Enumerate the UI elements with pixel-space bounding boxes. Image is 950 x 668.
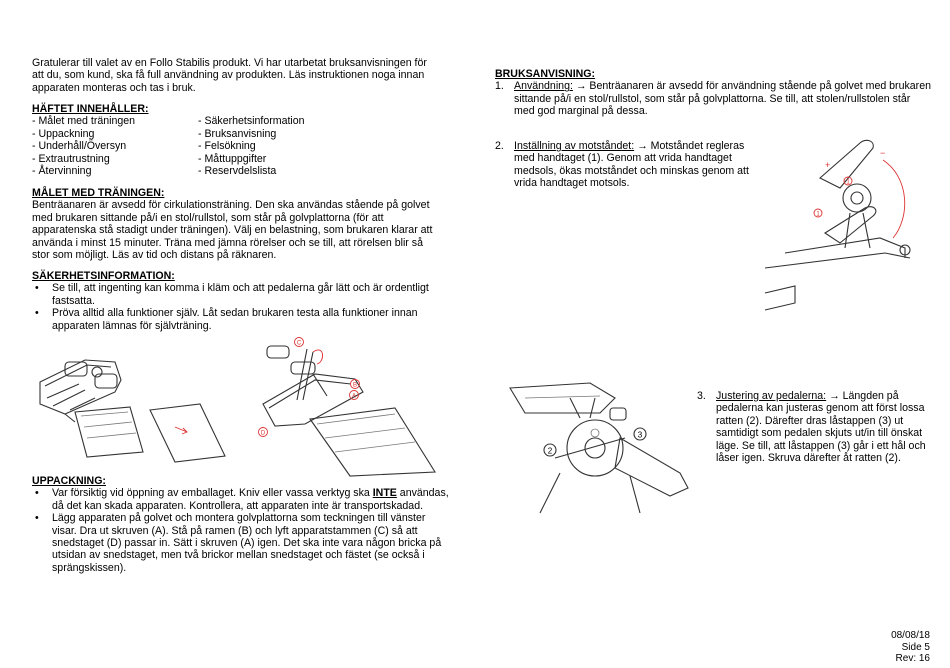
figure-assembly [255, 334, 445, 479]
unpacking-item: • Lägg apparaten på golvet och montera golvplattorna som teckningen till vänster visar. Dra ut skruven (A). Stå på ramen (B) och lyft apparatstammen (C) så att snedstaget (D) passar in. Sätt i skruven (A) igen. Det ska inte vara någon bricka på utsidan av snedstaget, men två brickor mellan snedstaget och fästet (se också i sprängskissen). [32, 512, 452, 574]
floor-plate-left [75, 407, 143, 457]
pedal-groove [525, 396, 600, 398]
contents-item: - Bruksanvisning [198, 127, 277, 140]
knob [610, 408, 626, 420]
callout-3 [634, 428, 646, 440]
goal-heading: MÅLET MED TRÄNINGEN: [32, 187, 165, 199]
unpacking-heading: UPPACKNING: [32, 475, 106, 487]
rotation-arrow-icon [313, 350, 323, 364]
intro-text [32, 57, 440, 94]
safety-section [32, 270, 432, 332]
step-2-text: Motståndet regleras med handtaget (1). Genom att vrida handtaget medsols, ökas motståndet och minskas genom att vrida handtaget motsols. [514, 140, 749, 190]
pedal-arm [570, 398, 595, 418]
crank-hub [92, 367, 102, 377]
plate-hatch [317, 414, 415, 452]
unpacking-section [32, 475, 452, 574]
callout-1-lower [814, 209, 822, 218]
contents-item: - Felsökning [198, 140, 256, 153]
callout-c [295, 338, 304, 347]
pedal [267, 346, 289, 358]
safety-item: • Se till, att ingenting kan komma i kläm och att pedalerna går lätt och är ordentligt fastsatta. [32, 282, 432, 307]
contents-item: - Säkerhetsinformation [198, 115, 305, 128]
frame-crossbars [47, 384, 95, 422]
contents-list [32, 115, 440, 177]
callout-2 [544, 444, 556, 456]
instructions-section [495, 68, 930, 120]
contents-item: - Målet med träningen [32, 115, 136, 128]
figure-pedal-adjust [500, 378, 695, 518]
frame-crossbar [765, 286, 795, 310]
unpacking-list [32, 487, 452, 574]
callout-d [259, 428, 268, 437]
svg-text:3: 3 [637, 430, 643, 440]
svg-text:B: B [352, 382, 358, 389]
svg-text:1: 1 [816, 211, 820, 218]
contents-section [32, 103, 440, 177]
emphasis-inte: INTE [372, 487, 397, 500]
footer-date: 08/08/18 [891, 630, 930, 641]
lock-pin [591, 429, 599, 437]
floor-plate-right [150, 404, 225, 462]
pedal-right [95, 374, 117, 388]
svg-text:−: − [880, 148, 886, 158]
svg-text:2: 2 [547, 446, 553, 456]
svg-text:C: C [296, 340, 302, 347]
contents-item: - Måttuppgifter [198, 152, 267, 165]
svg-text:1: 1 [846, 179, 850, 186]
step-1-text: Benträanaren är avsedd för användning stående på golvet med brukaren sittande på/i en stol/rullstol, som står på golvplattorna. Se till, att stolen/rullstolen står med god marginal på dessa. [514, 80, 931, 118]
safety-item: • Pröva alltid alla funktioner själv. Låt sedan brukaren testa alla funktioner innan apparaten lämnas för självträning. [32, 307, 432, 332]
pedal-lower [615, 438, 688, 496]
safety-heading: SÄKERHETSINFORMATION: [32, 270, 175, 282]
instructions-heading: BRUKSANVISNING: [495, 68, 596, 80]
contents-item: - Uppackning [32, 127, 95, 140]
frame-rail [765, 253, 910, 268]
step-2-title: Inställning av motståndet: [514, 140, 635, 152]
floor-plate [310, 408, 435, 476]
resistance-hub [851, 192, 863, 204]
rotation-arrow-icon [883, 160, 905, 238]
step-1-title: Användning: [514, 80, 573, 93]
safety-list [32, 282, 432, 332]
contents-item: - Extrautrustning [32, 152, 110, 165]
step-3-text: Längden på pedalerna kan justeras genom att först lossa ratten (2). Därefter dras låstappen (3) ut samtidigt som pedalen skjuts ut/in till önskat läge. Se till, att låstappen (3) går i ett hål och låser igen. Skruva därefter åt ratten (2). [716, 390, 926, 465]
step-1: 1. Användning: → Benträanaren är avsedd för användning stående på golvet med brukaren sittande på/i en stol/rullstol, som står på golvplattorna. Se till, att stolen/rullstolen står med god marginal på dessa. [495, 80, 931, 118]
contents-item: - Reservdelslista [198, 165, 277, 178]
page-footer [878, 630, 930, 665]
leader-line [555, 438, 625, 458]
footer-rev: Rev: 16 [895, 653, 930, 664]
contents-col1 [32, 115, 198, 177]
svg-text:A: A [351, 393, 357, 400]
goal-section [32, 187, 442, 261]
plate-hatch [81, 412, 136, 438]
figure-resistance [765, 118, 925, 313]
intro-paragraph: Gratulerar till valet av en Follo Stabilis produkt. Vi har utarbetat bruksanvisningen för att du, som kund, ska få full användning av produkten. Läs instruktionen noga innan apparaten monteras och tas i bruk. [32, 57, 427, 94]
svg-text:+: + [825, 160, 831, 170]
footer-page: Side 5 [901, 641, 930, 653]
contents-heading: HÄFTET INNEHÅLLER: [32, 103, 149, 115]
contents-col2 [198, 115, 305, 177]
svg-text:D: D [260, 430, 266, 437]
contents-item: - Underhåll/Översyn [32, 140, 127, 153]
figure-mat-layout [35, 352, 235, 464]
goal-text: Benträanaren är avsedd för cirkulationsträning. Den ska användas stående på golvet med brukaren sittande på/i en stol/rullstol, som står på golvplattorna (för att apparatenska stå stadigt under träningen). Välj en belastning, som brukaren klarar att använda i minst 15 minuter. Träna med jämna rörelser och se till, att rörelsen blir så stor som möjligt. Läs av tid och distans på räknaren. [32, 199, 433, 262]
stem [540, 473, 640, 513]
step-3-title: Justering av pedalerna: [716, 390, 827, 402]
unpacking-item: • Var försiktig vid öppning av emballaget. Kniv eller vassa verktyg ska INTE användas, då det kan skada apparaten. Kontrollera, att apparaten inte är transportskadad. [32, 487, 452, 512]
arrow-icon [175, 427, 187, 434]
contents-item: - Återvinning [32, 165, 92, 178]
brace [313, 374, 327, 396]
